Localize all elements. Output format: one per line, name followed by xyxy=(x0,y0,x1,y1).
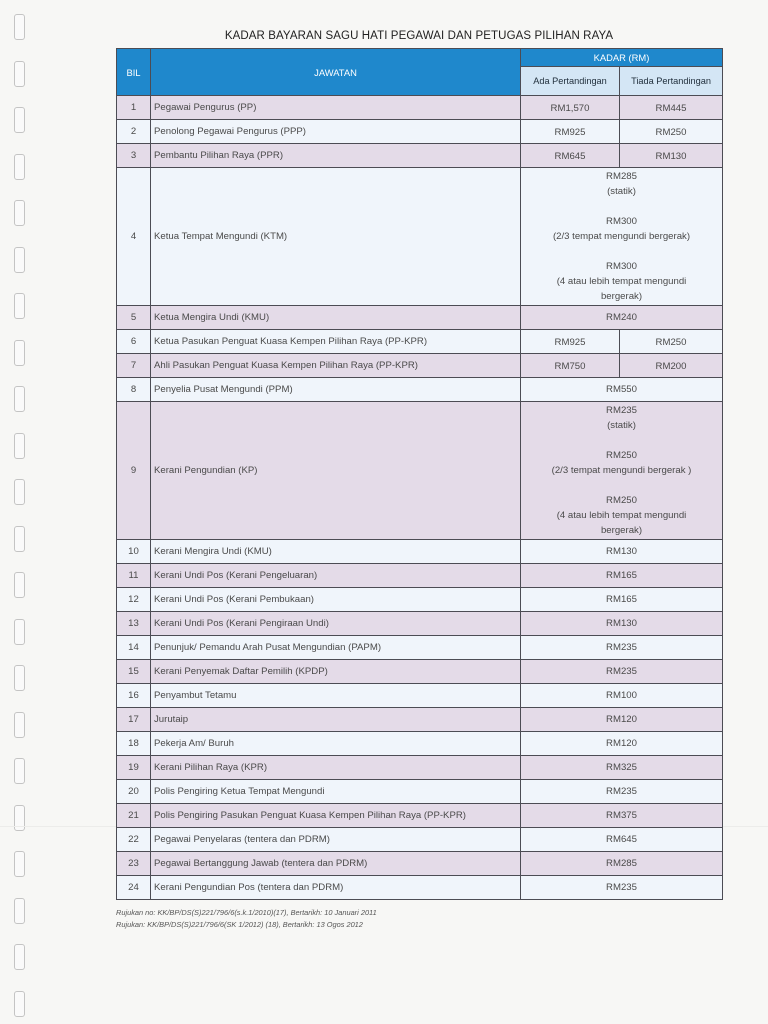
rate-line: RM550 xyxy=(606,384,637,395)
binder-hole xyxy=(14,665,25,691)
binder-hole xyxy=(14,433,25,459)
row-bil: 9 xyxy=(117,402,151,540)
rate-line: RM325 xyxy=(606,762,637,773)
rate-line: (4 atau lebih tempat mengundi xyxy=(556,276,687,287)
rate-line: RM285 xyxy=(606,171,637,182)
rate-line: (statik) xyxy=(607,420,636,431)
binder-hole xyxy=(14,991,25,1017)
row-bil: 4 xyxy=(117,168,151,306)
rate-line: RM300 xyxy=(606,216,637,227)
table-row xyxy=(117,120,723,144)
rate-line: RM250 xyxy=(606,495,637,506)
rate-line: RM235 xyxy=(606,642,637,653)
row-kadar-ada: RM1,570 xyxy=(521,96,620,120)
row-kadar-tiada: RM250 xyxy=(620,120,723,144)
binder-hole xyxy=(14,619,25,645)
row-bil: 11 xyxy=(117,564,151,588)
rates-table xyxy=(116,48,723,900)
binder-hole xyxy=(14,154,25,180)
row-bil: 19 xyxy=(117,756,151,780)
row-kadar-ada: RM750 xyxy=(521,354,620,378)
rate-line xyxy=(521,478,722,493)
row-kadar xyxy=(521,876,723,900)
row-bil: 3 xyxy=(117,144,151,168)
table-row xyxy=(117,828,723,852)
rate-line: RM165 xyxy=(606,594,637,605)
table-row xyxy=(117,636,723,660)
row-kadar xyxy=(521,828,723,852)
row-bil: 23 xyxy=(117,852,151,876)
rate-line: RM235 xyxy=(606,666,637,677)
row-kadar-tiada: RM130 xyxy=(620,144,723,168)
table-row xyxy=(117,876,723,900)
row-kadar xyxy=(521,636,723,660)
row-kadar xyxy=(521,588,723,612)
row-bil: 14 xyxy=(117,636,151,660)
rate-line: RM130 xyxy=(606,618,637,629)
table-row xyxy=(117,756,723,780)
binder-hole xyxy=(14,758,25,784)
row-bil: 13 xyxy=(117,612,151,636)
rate-line xyxy=(521,244,722,259)
rate-line: RM235 xyxy=(606,405,637,416)
row-kadar xyxy=(521,780,723,804)
header-tiada-pertandingan: Tiada Pertandingan xyxy=(620,67,723,96)
row-bil: 20 xyxy=(117,780,151,804)
table-row xyxy=(117,402,723,540)
row-jawatan: Jurutaip xyxy=(151,708,521,732)
reference-note-2: Rujukan: KK/BP/DS(S)221/796/6(SK 1/2012) (18), Bertarikh: 13 Ogos 2012 xyxy=(116,920,363,929)
table-row xyxy=(117,684,723,708)
row-bil: 2 xyxy=(117,120,151,144)
rate-line xyxy=(521,433,722,448)
header-kadar: KADAR (RM) xyxy=(521,49,723,67)
table-row xyxy=(117,354,723,378)
row-jawatan: Kerani Undi Pos (Kerani Pengiraan Undi) xyxy=(151,612,521,636)
row-kadar xyxy=(521,612,723,636)
row-bil: 5 xyxy=(117,306,151,330)
row-bil: 16 xyxy=(117,684,151,708)
row-jawatan: Polis Pengiring Pasukan Penguat Kuasa Kempen Pilihan Raya (PP-KPR) xyxy=(151,804,521,828)
row-kadar xyxy=(521,756,723,780)
row-jawatan: Ahli Pasukan Penguat Kuasa Kempen Pilihan Raya (PP-KPR) xyxy=(151,354,521,378)
binder-hole xyxy=(14,293,25,319)
row-bil: 17 xyxy=(117,708,151,732)
binder-hole xyxy=(14,805,25,831)
rate-line: RM120 xyxy=(606,714,637,725)
table-row xyxy=(117,780,723,804)
binder-hole xyxy=(14,107,25,133)
table-row xyxy=(117,330,723,354)
table-row xyxy=(117,732,723,756)
binder-hole xyxy=(14,712,25,738)
binder-hole xyxy=(14,247,25,273)
row-bil: 7 xyxy=(117,354,151,378)
row-kadar-tiada: RM200 xyxy=(620,354,723,378)
row-kadar xyxy=(521,708,723,732)
binder-hole xyxy=(14,898,25,924)
table-row xyxy=(117,306,723,330)
row-bil: 21 xyxy=(117,804,151,828)
table-row xyxy=(117,708,723,732)
rate-line: RM235 xyxy=(606,882,637,893)
binder-hole xyxy=(14,14,25,40)
table-row xyxy=(117,804,723,828)
row-jawatan: Kerani Pengundian Pos (tentera dan PDRM) xyxy=(151,876,521,900)
row-kadar xyxy=(521,564,723,588)
binder-hole xyxy=(14,479,25,505)
binder-hole xyxy=(14,526,25,552)
rate-line xyxy=(521,199,722,214)
table-row xyxy=(117,540,723,564)
row-jawatan: Kerani Pilihan Raya (KPR) xyxy=(151,756,521,780)
rate-line: (statik) xyxy=(607,186,636,197)
table-row xyxy=(117,378,723,402)
row-kadar xyxy=(521,306,723,330)
rate-line: RM130 xyxy=(606,546,637,557)
row-jawatan: Penolong Pegawai Pengurus (PPP) xyxy=(151,120,521,144)
rate-line: bergerak) xyxy=(600,291,643,302)
row-kadar xyxy=(521,168,723,306)
rate-line: RM120 xyxy=(606,738,637,749)
binder-hole xyxy=(14,340,25,366)
row-jawatan: Pembantu Pilihan Raya (PPR) xyxy=(151,144,521,168)
rate-line: RM165 xyxy=(606,570,637,581)
rate-line: RM100 xyxy=(606,690,637,701)
row-bil: 10 xyxy=(117,540,151,564)
header-bil: BIL xyxy=(117,49,151,96)
row-jawatan: Penyambut Tetamu xyxy=(151,684,521,708)
row-kadar-ada: RM925 xyxy=(521,120,620,144)
row-kadar xyxy=(521,852,723,876)
row-bil: 12 xyxy=(117,588,151,612)
row-jawatan: Penunjuk/ Pemandu Arah Pusat Mengundian (PAPM) xyxy=(151,636,521,660)
table-row xyxy=(117,96,723,120)
row-kadar xyxy=(521,378,723,402)
row-kadar xyxy=(521,684,723,708)
row-jawatan: Penyelia Pusat Mengundi (PPM) xyxy=(151,378,521,402)
row-bil: 15 xyxy=(117,660,151,684)
reference-note-1: Rujukan no: KK/BP/DS(S)221/796/6(s.k.1/2010)(17), Bertarikh: 10 Januari 2011 xyxy=(116,908,377,917)
row-bil: 22 xyxy=(117,828,151,852)
row-jawatan: Ketua Pasukan Penguat Kuasa Kempen Pilihan Raya (PP-KPR) xyxy=(151,330,521,354)
table-row xyxy=(117,168,723,306)
row-kadar-ada: RM645 xyxy=(521,144,620,168)
table-row xyxy=(117,564,723,588)
row-kadar-ada: RM925 xyxy=(521,330,620,354)
row-jawatan: Ketua Mengira Undi (KMU) xyxy=(151,306,521,330)
row-bil: 8 xyxy=(117,378,151,402)
table-body xyxy=(117,96,723,900)
rate-line: RM235 xyxy=(606,786,637,797)
row-jawatan: Kerani Pengundian (KP) xyxy=(151,402,521,540)
row-jawatan: Kerani Mengira Undi (KMU) xyxy=(151,540,521,564)
row-kadar xyxy=(521,402,723,540)
rate-line: bergerak) xyxy=(600,525,643,536)
row-jawatan: Pegawai Bertanggung Jawab (tentera dan PDRM) xyxy=(151,852,521,876)
rate-line: RM240 xyxy=(606,312,637,323)
row-jawatan: Kerani Penyemak Daftar Pemilih (KPDP) xyxy=(151,660,521,684)
row-kadar xyxy=(521,540,723,564)
rate-line: RM375 xyxy=(606,810,637,821)
table-row xyxy=(117,588,723,612)
row-jawatan: Ketua Tempat Mengundi (KTM) xyxy=(151,168,521,306)
row-jawatan: Kerani Undi Pos (Kerani Pembukaan) xyxy=(151,588,521,612)
row-kadar-tiada: RM445 xyxy=(620,96,723,120)
row-jawatan: Polis Pengiring Ketua Tempat Mengundi xyxy=(151,780,521,804)
rate-line: RM300 xyxy=(606,261,637,272)
binder-hole xyxy=(14,61,25,87)
rate-line: (2/3 tempat mengundi bergerak) xyxy=(552,231,691,242)
table-row xyxy=(117,612,723,636)
row-bil: 24 xyxy=(117,876,151,900)
table-row xyxy=(117,852,723,876)
binder-hole xyxy=(14,200,25,226)
rate-line: (2/3 tempat mengundi bergerak ) xyxy=(551,465,692,476)
binder-hole xyxy=(14,944,25,970)
row-bil: 18 xyxy=(117,732,151,756)
table-row xyxy=(117,144,723,168)
row-bil: 6 xyxy=(117,330,151,354)
row-bil: 1 xyxy=(117,96,151,120)
rate-line: RM645 xyxy=(606,834,637,845)
row-jawatan: Pegawai Penyelaras (tentera dan PDRM) xyxy=(151,828,521,852)
rate-line: RM285 xyxy=(606,858,637,869)
binder-hole xyxy=(14,851,25,877)
header-jawatan: JAWATAN xyxy=(151,49,521,96)
binder-hole xyxy=(14,386,25,412)
row-jawatan: Kerani Undi Pos (Kerani Pengeluaran) xyxy=(151,564,521,588)
binder-hole xyxy=(14,572,25,598)
header-ada-pertandingan: Ada Pertandingan xyxy=(521,67,620,96)
table-row xyxy=(117,660,723,684)
row-kadar xyxy=(521,732,723,756)
binder-holes xyxy=(14,0,28,1024)
row-jawatan: Pegawai Pengurus (PP) xyxy=(151,96,521,120)
rate-line: (4 atau lebih tempat mengundi xyxy=(556,510,687,521)
row-kadar xyxy=(521,804,723,828)
document-title: KADAR BAYARAN SAGU HATI PEGAWAI DAN PETUGAS PILIHAN RAYA xyxy=(224,30,614,42)
row-jawatan: Pekerja Am/ Buruh xyxy=(151,732,521,756)
rate-line: RM250 xyxy=(606,450,637,461)
row-kadar-tiada: RM250 xyxy=(620,330,723,354)
row-kadar xyxy=(521,660,723,684)
